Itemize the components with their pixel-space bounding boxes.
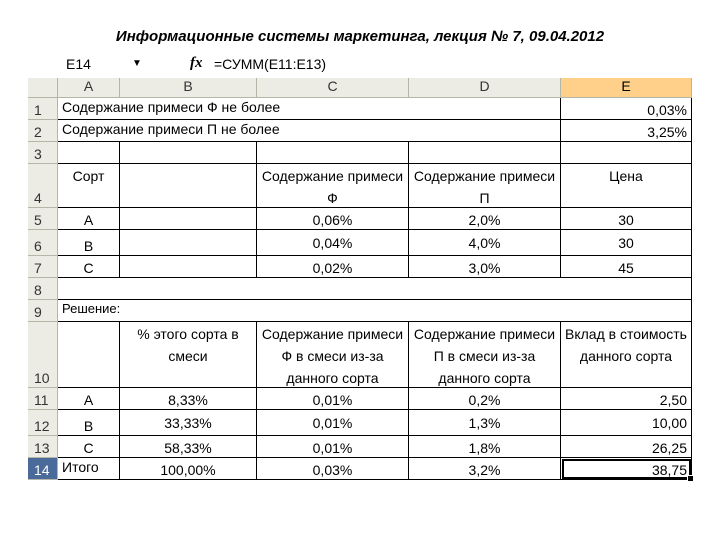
cell-b5[interactable] [120,208,257,230]
cell-c5[interactable]: 0,06% [257,208,409,230]
column-header-e[interactable]: E [561,78,692,98]
row-header-3[interactable]: 3 [28,142,58,164]
cell-c13[interactable]: 0,01% [257,436,409,458]
cell-a1[interactable]: Содержание примеси Ф не более [58,98,561,120]
cell-d3[interactable] [409,142,561,164]
cell-e10[interactable]: Вклад в стоимость данного сорта [561,322,692,388]
name-box[interactable]: E14 [66,56,91,72]
cell-e3[interactable] [561,142,692,164]
cell-a3[interactable] [58,142,120,164]
cell-e7[interactable]: 45 [561,256,692,278]
row-header-8[interactable]: 8 [28,278,58,300]
column-header-a[interactable]: A [58,78,120,98]
formula-bar [28,52,692,78]
cell-d12[interactable]: 1,3% [409,410,561,436]
cell-b13[interactable]: 58,33% [120,436,257,458]
cell-d7[interactable]: 3,0% [409,256,561,278]
cell-b6[interactable] [120,230,257,256]
cell-b11[interactable]: 8,33% [120,388,257,410]
cell-a14[interactable]: Итого [58,458,120,480]
cell-d4[interactable]: Содержание примеси П [409,164,561,208]
row-header-2[interactable]: 2 [28,120,58,142]
row-header-10[interactable]: 10 [28,322,58,388]
cell-c6[interactable]: 0,04% [257,230,409,256]
row-header-13[interactable]: 13 [28,436,58,458]
cell-e1[interactable]: 0,03% [561,98,692,120]
cell-a5[interactable]: А [58,208,120,230]
cell-d6[interactable]: 4,0% [409,230,561,256]
row-header-6[interactable]: 6 [28,230,58,256]
cell-a4[interactable]: Сорт [58,164,120,208]
cell-d10[interactable]: Содержание примеси П в смеси из-за данного сорта [409,322,561,388]
cell-a2[interactable]: Содержание примеси П не более [58,120,561,142]
cell-d14[interactable]: 3,2% [409,458,561,480]
cell-e5[interactable]: 30 [561,208,692,230]
cell-d11[interactable]: 0,2% [409,388,561,410]
cell-c14[interactable]: 0,03% [257,458,409,480]
row-header-5[interactable]: 5 [28,208,58,230]
cell-d13[interactable]: 1,8% [409,436,561,458]
cell-b4[interactable] [120,164,257,208]
cell-a10[interactable] [58,322,120,388]
select-all-corner[interactable] [28,78,58,98]
cell-c11[interactable]: 0,01% [257,388,409,410]
column-header-c[interactable]: C [257,78,409,98]
cell-e4[interactable]: Цена [561,164,692,208]
cell-a12[interactable]: В [58,410,120,436]
cell-c4[interactable]: Содержание примеси Ф [257,164,409,208]
column-header-d[interactable]: D [409,78,561,98]
formula-input[interactable]: =СУММ(E11:E13) [214,56,327,72]
row-header-9[interactable]: 9 [28,300,58,322]
cell-b14[interactable]: 100,00% [120,458,257,480]
cell-b10[interactable]: % этого сорта в смеси [120,322,257,388]
triangle-down-icon[interactable]: ▼ [132,58,142,69]
cell-c7[interactable]: 0,02% [257,256,409,278]
cell-a11[interactable]: А [58,388,120,410]
cell-c10[interactable]: Содержание примеси Ф в смеси из-за данного сорта [257,322,409,388]
cell-e14-active[interactable]: 38,75 [561,458,692,480]
cell-e11[interactable]: 2,50 [561,388,692,410]
column-header-b[interactable]: B [120,78,257,98]
row-header-7[interactable]: 7 [28,256,58,278]
cell-c12[interactable]: 0,01% [257,410,409,436]
row-header-14[interactable]: 14 [28,458,58,480]
function-icon[interactable]: fx [190,55,203,71]
cell-b7[interactable] [120,256,257,278]
cell-a6[interactable]: В [58,230,120,256]
cell-d5[interactable]: 2,0% [409,208,561,230]
cell-e6[interactable]: 30 [561,230,692,256]
cell-a9[interactable]: Решение: [58,300,692,322]
cell-b3[interactable] [120,142,257,164]
row-header-11[interactable]: 11 [28,388,58,410]
cell-e2[interactable]: 3,25% [561,120,692,142]
cell-a13[interactable]: С [58,436,120,458]
row-header-4[interactable]: 4 [28,164,58,208]
cell-a7[interactable]: С [58,256,120,278]
cell-a8[interactable] [58,278,692,300]
cell-e12[interactable]: 10,00 [561,410,692,436]
cell-e13[interactable]: 26,25 [561,436,692,458]
cell-b12[interactable]: 33,33% [120,410,257,436]
cell-c3[interactable] [257,142,409,164]
slide-title: Информационные системы маркетинга, лекция № 7, 09.04.2012 [115,28,605,45]
row-header-1[interactable]: 1 [28,98,58,120]
fill-handle[interactable] [687,475,694,482]
row-header-12[interactable]: 12 [28,410,58,436]
